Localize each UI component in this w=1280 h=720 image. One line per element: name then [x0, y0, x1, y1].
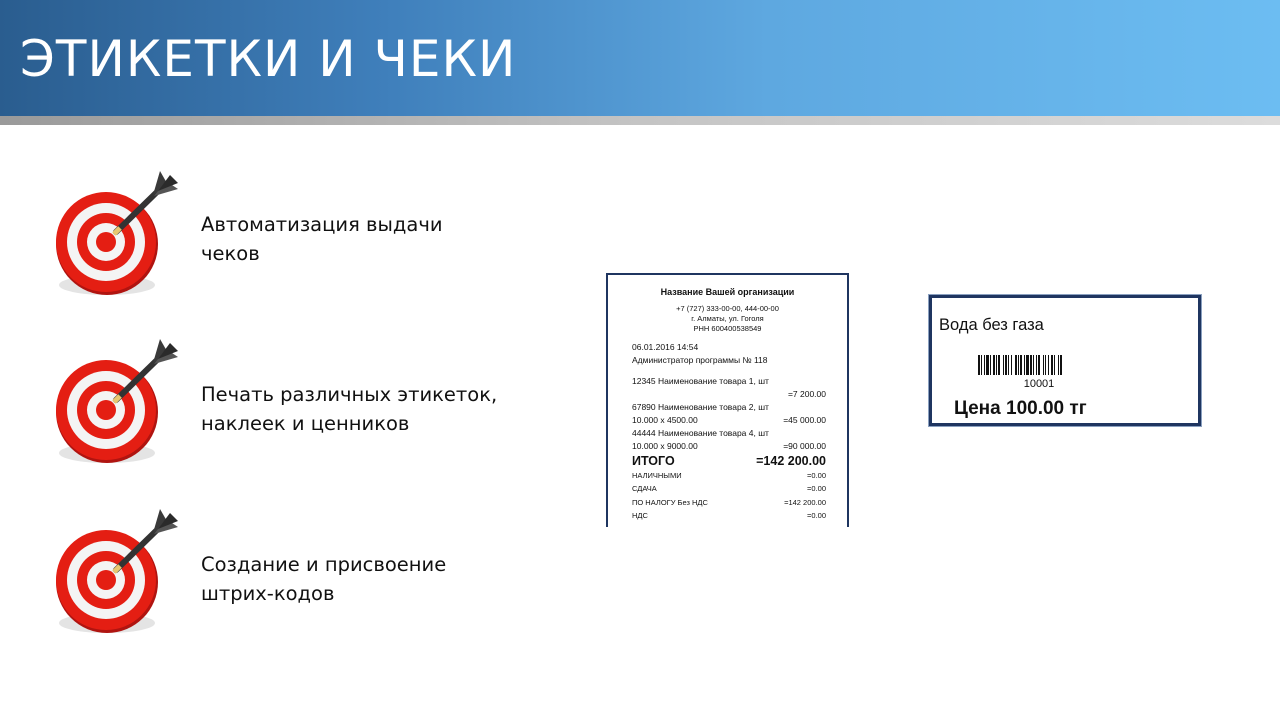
receipt-footer-right: =0.00 [807, 471, 826, 480]
receipt-total-label: ИТОГО [632, 454, 675, 468]
target-dart-icon [50, 503, 185, 643]
receipt-address: г. Алматы, ул. Гоголя [691, 314, 764, 323]
receipt-footer-right: =0.00 [807, 484, 826, 493]
receipt-footer-left: НАЛИЧНЫМИ [632, 471, 682, 480]
receipt-org: Название Вашей организации [660, 287, 795, 297]
feature-text [201, 550, 531, 608]
target-dart-icon [50, 333, 185, 473]
feature-line: Создание и присвоение [201, 553, 447, 576]
receipt-cashier: Администратор программы № 118 [632, 355, 768, 365]
header-underline [0, 116, 1280, 125]
receipt-phone: +7 (727) 333-00-00, 444-00-00 [676, 304, 779, 313]
receipt-line-left: 67890 Наименование товара 2, шт [632, 402, 769, 412]
receipt-footer-left: СДАЧА [632, 484, 657, 493]
label-product-name: Вода без газа [939, 316, 1044, 334]
price-label-sample [929, 295, 1201, 426]
slide-title: ЭТИКЕТКИ И ЧЕКИ [20, 30, 517, 88]
receipt-line-right: =7 200.00 [787, 389, 826, 399]
receipt-footer-left: НДС [632, 511, 648, 520]
feature-line: чеков [201, 242, 260, 265]
feature-line: наклеек и ценников [201, 412, 410, 435]
receipt-line-left: 44444 Наименование товара 4, шт [632, 428, 769, 438]
receipt-line-left: 10.000 x 4500.00 [632, 415, 698, 425]
receipt-rnn: РНН 600400538549 [693, 324, 762, 333]
label-price: Цена 100.00 тг [954, 398, 1087, 419]
feature-text [201, 380, 531, 438]
receipt-total-value: =142 200.00 [756, 454, 826, 468]
target-dart-icon [50, 165, 185, 305]
barcode-image [978, 355, 1100, 375]
receipt-line-left: 12345 Наименование товара 1, шт [632, 376, 769, 386]
receipt-datetime: 06.01.2016 14:54 [632, 342, 699, 352]
barcode-number: 10001 [1023, 378, 1055, 390]
receipt-footer-right: =142 200.00 [784, 498, 826, 507]
receipt-line-left: 10.000 x 9000.00 [632, 441, 698, 451]
feature-text [201, 210, 531, 268]
feature-line: штрих-кодов [201, 582, 335, 605]
feature-line: Автоматизация выдачи [201, 213, 443, 236]
feature-line: Печать различных этикеток, [201, 383, 498, 406]
receipt-line-right: =90 000.00 [783, 441, 826, 451]
receipt-line-right: =45 000.00 [783, 415, 826, 425]
receipt-footer-right: =0.00 [807, 511, 826, 520]
receipt-sample [606, 273, 849, 527]
receipt-footer-left: ПО НАЛОГУ Без НДС [632, 498, 708, 507]
